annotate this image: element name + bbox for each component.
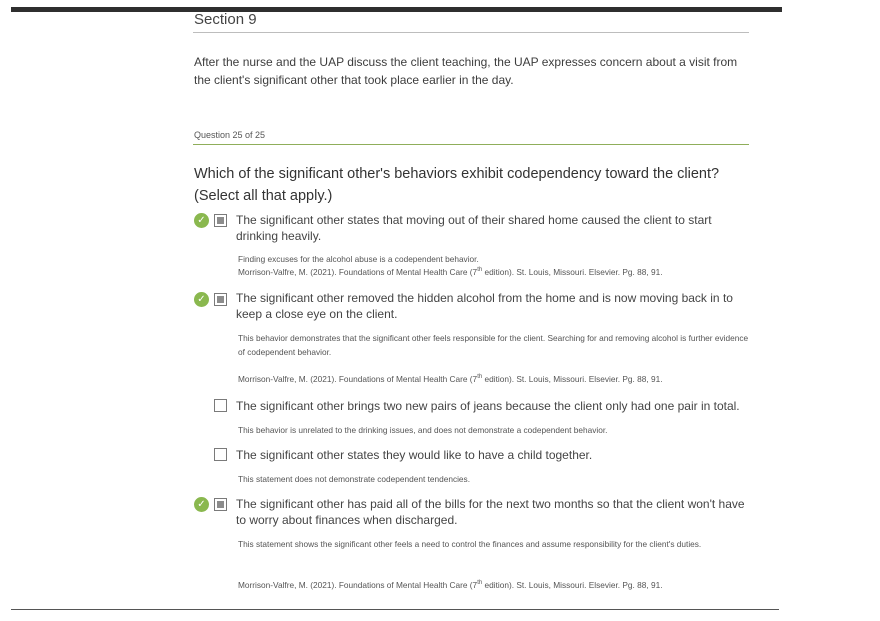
correct-check-icon: ✓ (194, 497, 209, 512)
option-3-feedback: This behavior is unrelated to the drinking issues, and does not demonstrate a codependent behavior. (238, 425, 608, 435)
question-counter: Question 25 of 25 (194, 130, 266, 140)
option-2-feedback: This behavior demonstrates that the significant other feels responsible for the client. Searching for and removing alcohol is further evidence of codependent behavior. (238, 333, 749, 357)
bottom-divider (11, 609, 779, 610)
option-1-checkbox[interactable] (214, 214, 227, 227)
question-prompt: Which of the significant other's behaviors exhibit codependency toward the client? (Select all that apply.) (194, 166, 720, 204)
option-1-feedback: Finding excuses for the alcohol abuse is a codependent behavior. (238, 254, 479, 264)
option-1-reference: Morrison-Valfre, M. (2021). Foundations of Mental Health Care (7th edition). St. Louis, Missouri. Elsevier. Pg. 88, 91. (238, 267, 663, 277)
top-bar (11, 7, 782, 12)
option-1-text[interactable]: The significant other states that moving out of their shared home caused the client to start drinking heavily. (236, 213, 712, 243)
option-3-text[interactable]: The significant other brings two new pairs of jeans because the client only had one pair in total. (236, 399, 740, 413)
correct-check-icon: ✓ (194, 213, 209, 228)
option-5-feedback: This statement shows the significant other feels a need to control the finances and assume responsibility for the client's duties. (238, 539, 702, 549)
option-5-text[interactable]: The significant other has paid all of the bills for the next two months so that the client won't have to worry about finances when discharged. (236, 497, 745, 527)
option-4-feedback: This statement does not demonstrate codependent tendencies. (238, 474, 471, 484)
section-divider (193, 32, 749, 33)
option-5-checkbox[interactable] (214, 498, 227, 511)
option-2-reference: Morrison-Valfre, M. (2021). Foundations of Mental Health Care (7th edition). St. Louis, Missouri. Elsevier. Pg. 88, 91. (238, 374, 663, 384)
option-5-reference: Morrison-Valfre, M. (2021). Foundations of Mental Health Care (7th edition). St. Louis, Missouri. Elsevier. Pg. 88, 91. (238, 580, 663, 590)
correct-check-icon: ✓ (194, 292, 209, 307)
option-2-checkbox[interactable] (214, 293, 227, 306)
section-title: Section 9 (194, 11, 257, 28)
option-4-checkbox[interactable] (214, 448, 227, 461)
question-divider (193, 144, 749, 145)
scenario-text: After the nurse and the UAP discuss the client teaching, the UAP expresses concern about a visit from the client's significant other that took place earlier in the day. (194, 55, 738, 87)
option-2-text[interactable]: The significant other removed the hidden alcohol from the home and is now moving back in to keep a close eye on the client. (236, 291, 733, 321)
option-3-checkbox[interactable] (214, 399, 227, 412)
option-4-text[interactable]: The significant other states they would like to have a child together. (236, 448, 593, 462)
